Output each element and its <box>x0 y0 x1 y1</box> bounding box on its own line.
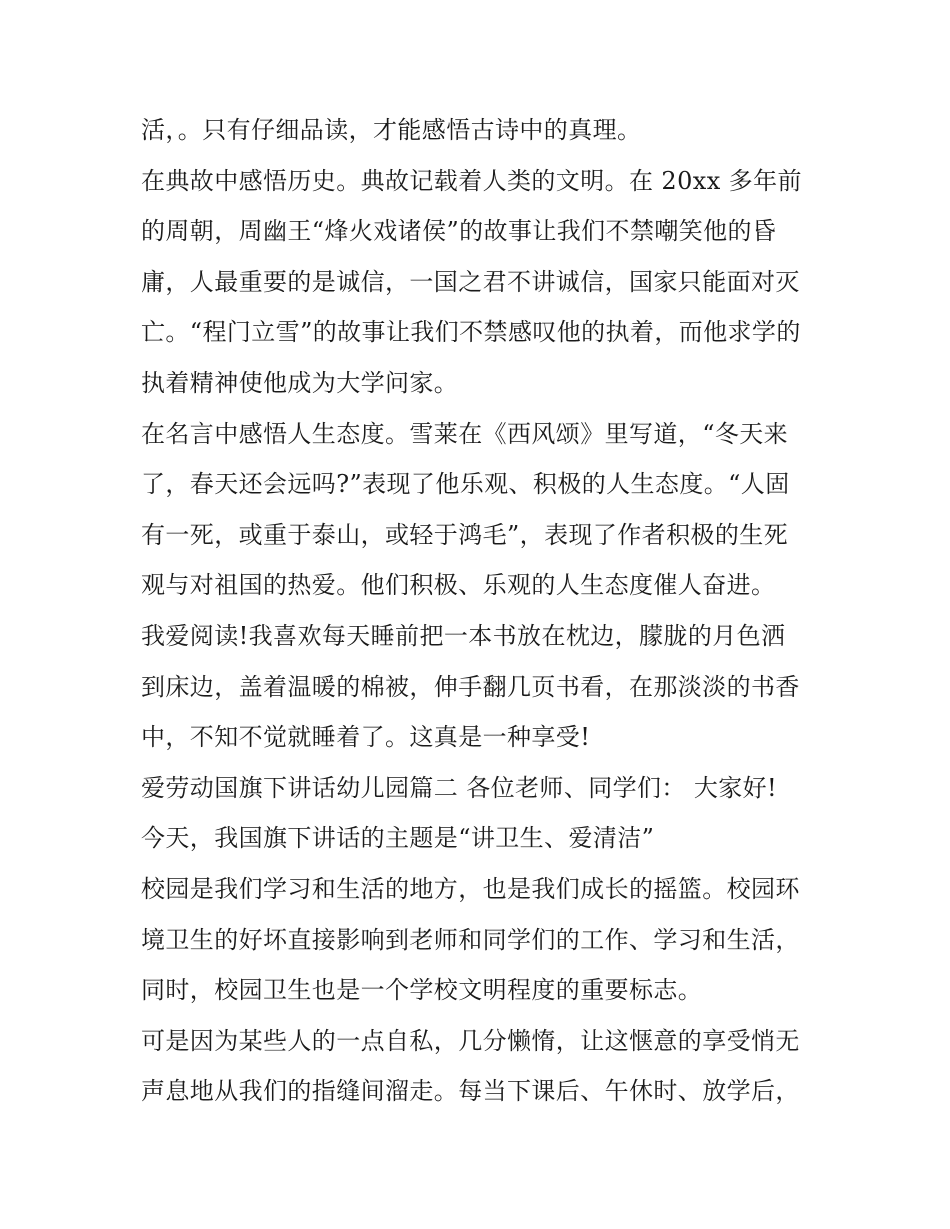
text-line-8: 了，春天还会远吗?”表现了他乐观、积极的人生态度。“人固 <box>141 470 790 499</box>
text-line-10: 观与对祖国的热爱。他们积极、乐观的人生态度催人奋进。 <box>141 571 776 600</box>
document-body <box>141 105 821 1117</box>
text-line-1: 活，。只有仔细品读，才能感悟古诗中的真理。 <box>141 116 642 144</box>
text-line-4: 庸，人最重要的是诚信，一国之君不讲诚信，国家只能面对灭 <box>141 267 800 296</box>
text-line-19: 可是因为某些人的一点自私，几分懒惰，让这惬意的享受悄无 <box>141 1026 800 1055</box>
text-line-12: 到床边，盖着温暖的棉被，伸手翻几页书看，在那淡淡的书香 <box>141 672 800 701</box>
text-line-17: 境卫生的好坏直接影响到老师和同学们的工作、学习和生活， <box>141 925 800 954</box>
text-line-7: 在名言中感悟人生态度。雪莱在《西风颂》里写道，“冬天来 <box>141 419 789 448</box>
text-line-6: 执着精神使他成为大学问家。 <box>141 368 459 397</box>
text-line-16: 校园是我们学习和生活的地方，也是我们成长的摇篮。校园环 <box>141 874 800 903</box>
text-line-11: 我爱阅读!我喜欢每天睡前把一本书放在枕边，朦胧的月色洒 <box>141 621 786 650</box>
text-line-20: 声息地从我们的指缝间溜走。每当下课后、午休时、放学后， <box>141 1077 800 1106</box>
text-line-2: 在典故中感悟历史。典故记载着人类的文明。在 20xx 多年前 <box>141 166 802 195</box>
text-line-18: 同时，校园卫生也是一个学校文明程度的重要标志。 <box>141 976 703 1005</box>
text-line-15: 今天，我国旗下讲话的主题是“讲卫生、爱清洁” <box>141 824 655 853</box>
text-line-9: 有一死，或重于泰山，或轻于鸿毛”，表现了作者积极的生死 <box>141 520 789 549</box>
text-line-13: 中，不知不觉就睡着了。这真是一种享受! <box>141 723 591 752</box>
text-line-14: 爱劳动国旗下讲话幼儿园篇二 各位老师、同学们： 大家好! <box>141 773 778 802</box>
text-line-5: 亡。“程门立雪”的故事让我们不禁感叹他的执着，而他求学的 <box>141 318 801 347</box>
text-line-3: 的周朝，周幽王“烽火戏诸侯”的故事让我们不禁嘲笑他的昏 <box>141 217 777 246</box>
